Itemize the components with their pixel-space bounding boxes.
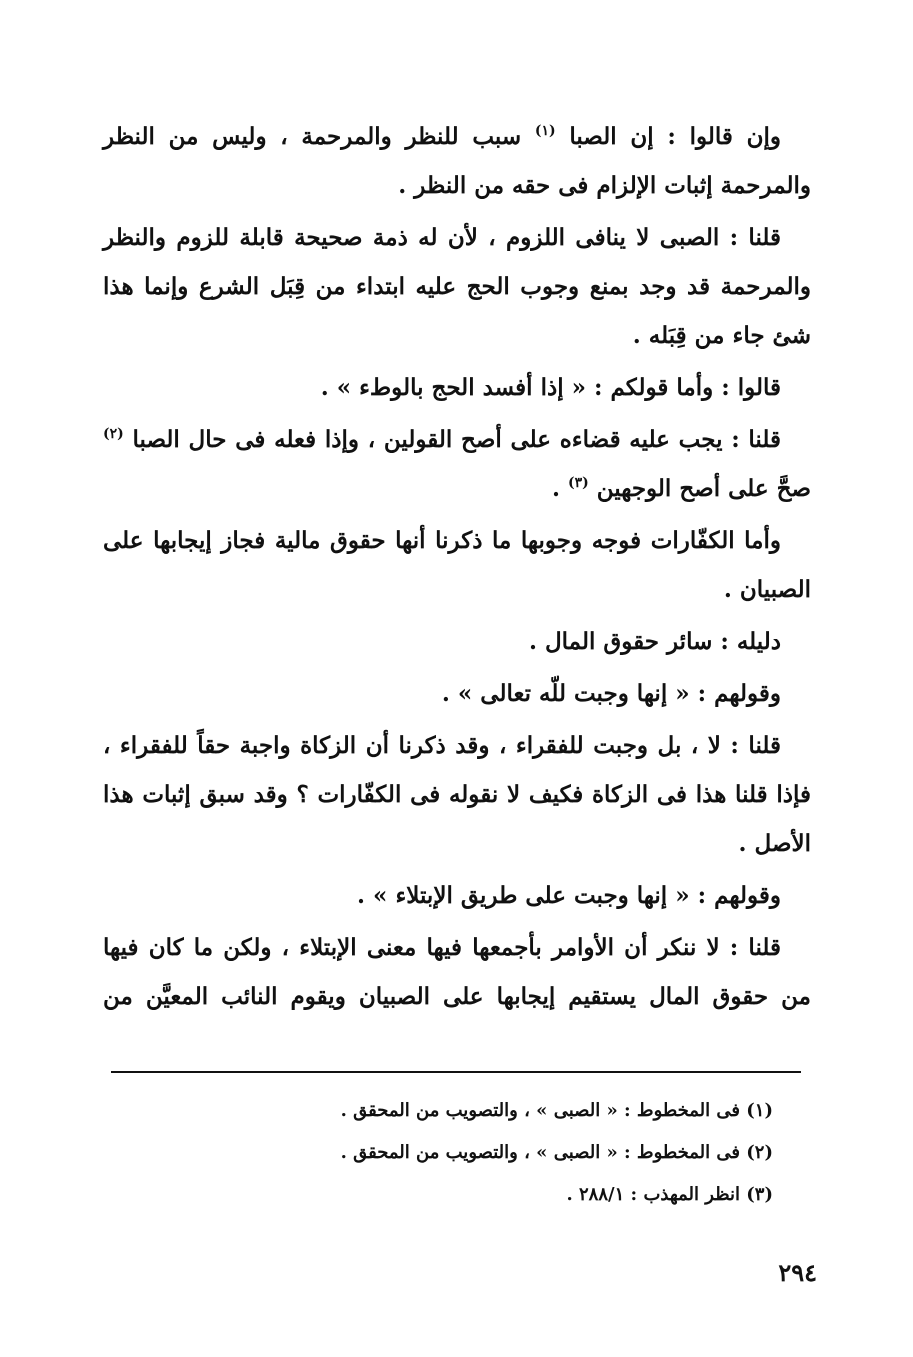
paragraph-text: قلنا : يجب عليه قضاءه على أصح القولين ، وإذا فعله فى حال الصبا [123, 426, 781, 453]
footnote-reference: (٢) [103, 426, 124, 442]
paragraph [103, 213, 811, 360]
paragraph [103, 112, 811, 210]
footnotes [113, 1090, 773, 1216]
paragraph-text: وقولهم : « إنها وجبت على طريق الإبتلاء » . [357, 882, 781, 909]
paragraph-text: دليله : سائر حقوق المال . [528, 628, 781, 655]
footnote: (١) فى المخطوط : « الصبى » ، والتصويب من المحقق . [340, 1100, 773, 1121]
paragraph-text: قلنا : الصبى لا ينافى اللزوم ، لأن له ذمة صحيحة قابلة للزوم والنظر والمرحمة قد وجد بمنع وجوب الحج عليه ابتداء من قِبَل الشرع وإنما هذا شئ جاء من قِبَله . [103, 224, 811, 349]
main-text [103, 112, 811, 1024]
paragraph-text: صحَّ على أصح الوجهين [588, 475, 811, 502]
footnote: (٢) فى المخطوط : « الصبى » ، والتصويب من المحقق . [340, 1142, 773, 1163]
paragraph [103, 415, 811, 513]
paragraph-text: قلنا : لا ننكر أن الأوامر بأجمعها فيها معنى الإبتلاء ، ولكن ما كان فيها من حقوق المال يستقيم إيجابها على الصبيان ويقوم النائب المعيَّن من [103, 934, 811, 1010]
page-number: ٢٩٤ [778, 1258, 817, 1287]
paragraph [103, 363, 811, 412]
paragraph [103, 617, 811, 666]
paragraph-text: وقولهم : « إنها وجبت للّه تعالى » . [441, 680, 781, 707]
paragraph-text: قلنا : لا ، بل وجبت للفقراء ، وقد ذكرنا أن الزكاة واجبة حقاً للفقراء ، فإذا قلنا هذا فى الزكاة فكيف لا نقوله فى الكفّارات ؟ وقد سبق إثبات هذا الأصل . [103, 732, 811, 857]
footnote-reference: (١) [534, 123, 556, 139]
paragraph-text: . [551, 475, 568, 502]
footnote-divider [111, 1071, 801, 1073]
paragraph [103, 516, 811, 614]
paragraph-text: قالوا : وأما قولكم : « إذا أفسد الحج بالوطء » . [320, 374, 781, 401]
footnote: (٣) انظر المهذب : ٢٨٨/١ . [566, 1184, 773, 1205]
paragraph [103, 669, 811, 718]
paragraph-text: وإن قالوا : إن الصبا [555, 123, 781, 150]
paragraph-text: وأما الكفّارات فوجه وجوبها ما ذكرنا أنها حقوق مالية فجاز إيجابها على الصبيان . [103, 527, 811, 603]
paragraph-text: سبب للنظر والمرحمة ، وليس من النظر والمرحمة إثبات الإلزام فى حقه من النظر . [103, 123, 811, 199]
paragraph [103, 923, 811, 1021]
paragraph [103, 721, 811, 868]
paragraph [103, 871, 811, 920]
footnote-reference: (٣) [567, 475, 589, 491]
